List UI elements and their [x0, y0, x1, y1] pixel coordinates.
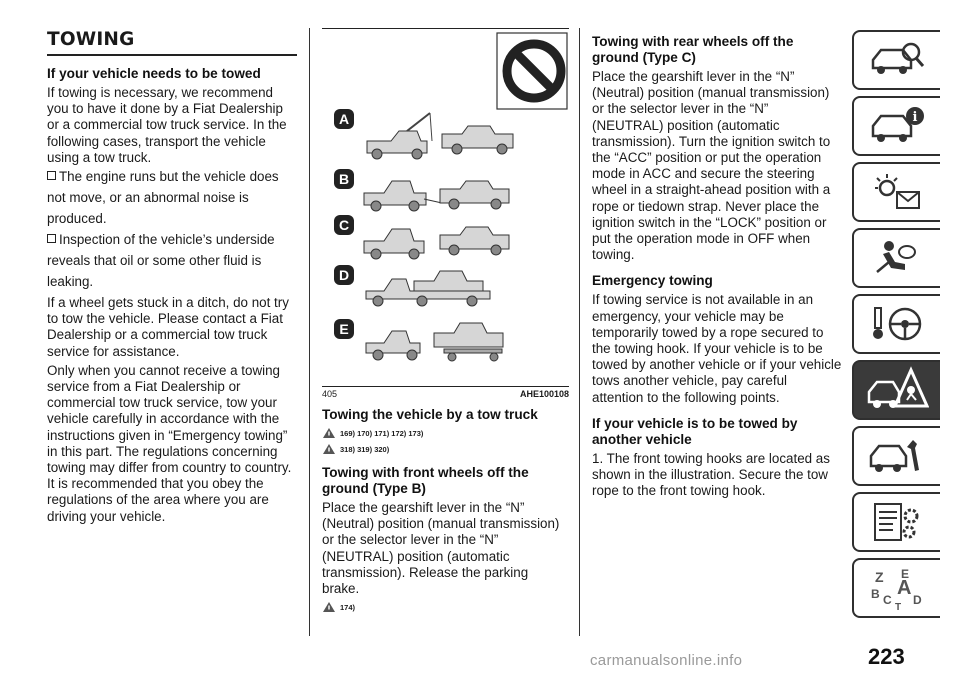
column-divider: [579, 28, 580, 636]
tab-warning-lights[interactable]: [852, 162, 940, 222]
warning-triangle-icon: [322, 443, 336, 455]
column-divider: [309, 28, 310, 636]
bullet-item-leak: Inspection of the vehicle’s underside reveals that oil or some other fluid is leaking.: [47, 232, 275, 290]
paragraph-type-b: Place the gearshift lever in the “N” (Neutral) position (manual transmission) or the selector lever in the “N” (NEUTRAL) position (automatic transmission). Release the parking brake.: [322, 500, 560, 597]
tow-scene-e: [366, 323, 503, 361]
tow-scene-d: [366, 271, 490, 306]
paragraph-type-c: Place the gearshift lever in the “N” (Neutral) position (manual transmission) or the selector lever in the “N” (NEUTRAL) position (automatic transmission). Turn the ignition switch to the “ACC” position or put the operation mode in ACC and secure the steering wheel in a straight-ahead position with a rope or tiedown strap. Never place the ignition switch in the “LOCK” position or put the operation mode in OFF when towing.: [592, 69, 831, 263]
tab-dashboard[interactable]: [852, 96, 940, 156]
paragraph-hooks: 1. The front towing hooks are located as shown in the illustration. Secure the tow rope to the front towing hook.: [592, 450, 830, 499]
paragraph-intro: If towing is necessary, we recommend you to have it done by a Fiat Dealership or a commercial tow truck service. In the following cases, transport the vehicle using a tow truck.: [47, 85, 287, 165]
column-right: [592, 34, 842, 499]
warning-triangle-icon: [322, 601, 336, 613]
svg-text:B: B: [871, 587, 880, 601]
towing-types-figure: [322, 29, 569, 387]
warning-refs-2: 318) 319) 320): [322, 443, 569, 455]
label-d-text: D: [338, 267, 350, 283]
svg-text:Z: Z: [875, 569, 884, 585]
watermark: carmanualsonline.info: [590, 652, 743, 669]
heading-tow-truck: Towing the vehicle by a tow truck: [322, 407, 538, 422]
tow-scene-c: [364, 227, 509, 259]
light-mail-icon: [867, 170, 927, 214]
paragraph-ditch: If a wheel gets stuck in a ditch, do not try to tow the vehicle. Please contact a Fiat Dealership or a commercial tow truck service for assistance.: [47, 295, 289, 359]
bullet-box-icon: [47, 171, 56, 180]
label-a-text: A: [338, 111, 350, 127]
svg-text:C: C: [883, 593, 892, 607]
car-info-icon: [867, 104, 927, 148]
warning-refs-1: 169) 170) 171) 172) 173): [322, 427, 569, 439]
warning-refs-3: 174): [322, 601, 569, 613]
key-steering-icon: [867, 302, 927, 346]
column-middle: [322, 28, 569, 613]
towing-illustration: [322, 28, 569, 386]
tow-scene-b: [364, 181, 509, 211]
page-number: 223: [868, 644, 905, 669]
alphabet-index-icon: [867, 564, 927, 612]
tab-in-emergency[interactable]: [852, 360, 940, 420]
svg-text:T: T: [895, 602, 902, 612]
label-e-text: E: [339, 321, 349, 337]
bullet-box-icon: [47, 234, 56, 243]
heading-type-b: Towing with front wheels off the ground (Type B): [322, 465, 529, 496]
tab-knowing-vehicle[interactable]: [852, 30, 940, 90]
car-search-icon: [867, 38, 927, 82]
heading-needs-tow: If your vehicle needs to be towed: [47, 66, 261, 81]
airbag-seat-icon: [867, 236, 927, 280]
column-left: [47, 28, 297, 525]
paragraph-regulations: Only when you cannot receive a towing service from a Fiat Dealership or commercial tow truck service, tow your vehicle carefully in accordance with the instructions given in “Emergency towing” in this part. The regulations concerning towing may differ from country to country. It is recommended that you obey the regulations of the area where you are driving your vehicle.: [47, 362, 292, 524]
label-b-text: B: [338, 171, 350, 187]
paragraph-emergency: If towing service is not available in an emergency, your vehicle may be temporarily towed by a rope secured to the towing hook. If your vehicle is to be towed by another vehicle or if your vehicle tows another vehicle, pay careful attention to the following points.: [592, 292, 842, 405]
svg-text:A: A: [897, 577, 912, 599]
car-wrench-icon: [867, 434, 927, 478]
car-crash-warning-icon: [865, 366, 929, 414]
tab-safety[interactable]: [852, 228, 940, 288]
tab-starting-driving[interactable]: [852, 294, 940, 354]
tab-technical-data[interactable]: [852, 492, 940, 552]
figure-label-badges: [334, 109, 354, 339]
chapter-tabs: [852, 30, 940, 624]
svg-text:E: E: [901, 567, 910, 581]
bullet-item-engine: The engine runs but the vehicle does not move, or an abnormal noise is produced.: [47, 169, 279, 227]
spec-sheet-gear-icon: [867, 500, 927, 544]
heading-emergency: Emergency towing: [592, 273, 713, 289]
figure-number: 405: [322, 389, 338, 399]
svg-text:D: D: [913, 593, 922, 607]
tow-scene-a: [367, 113, 513, 159]
heading-towed-by-other: If your vehicle is to be towed by another vehicle: [592, 415, 798, 447]
warning-triangle-icon: [322, 427, 336, 439]
tab-index[interactable]: [852, 558, 940, 618]
label-c-text: C: [338, 217, 350, 233]
tab-servicing[interactable]: [852, 426, 940, 486]
page-title: TOWING: [47, 28, 297, 56]
heading-type-c: Towing with rear wheels off the ground (Type C): [592, 34, 794, 65]
figure-code: AHE100108: [519, 389, 569, 399]
figure-caption: [322, 386, 569, 401]
svg-text:i: i: [912, 110, 918, 125]
